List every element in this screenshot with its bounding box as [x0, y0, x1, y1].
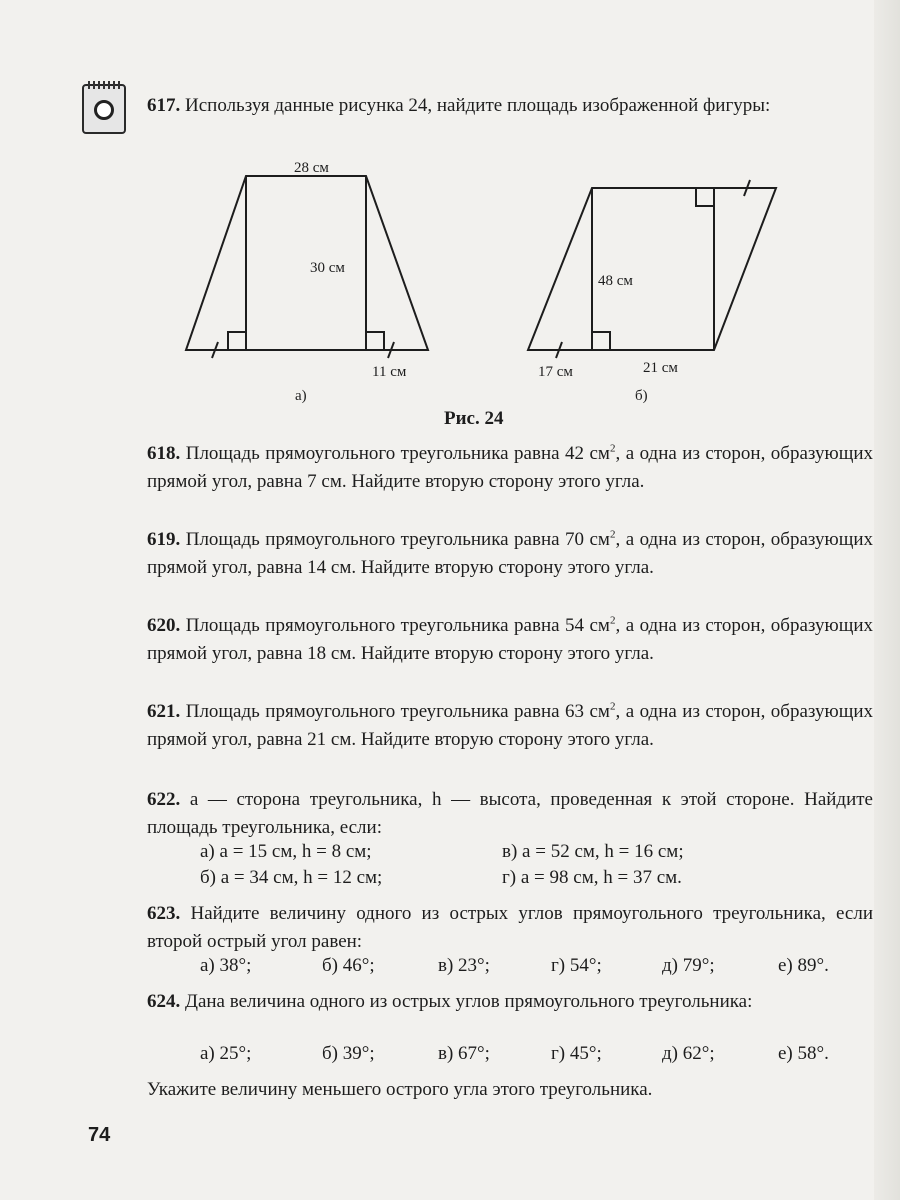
option-624-3: г) 45°;: [551, 1043, 602, 1064]
superscript: 2: [609, 442, 616, 455]
problem-text-cont: , а одна из сторон, образующих прямой угол, равна 7 см. Найдите вторую сторону этого угла.: [147, 443, 873, 492]
problem-number: 621.: [147, 701, 181, 722]
superscript: 2: [609, 614, 616, 627]
problem-623: [147, 900, 873, 956]
fig-b-height-label: 48 см: [598, 273, 633, 289]
problem-text: Найдите величину одного из острых углов прямоугольного треугольника, если второй острый угол равен:: [147, 903, 873, 952]
problem-624: [147, 988, 873, 1016]
option-622-g: г) a = 98 см, h = 37 см.: [502, 867, 682, 888]
notebook-icon: [82, 84, 126, 134]
option-623-3: г) 54°;: [551, 955, 602, 976]
problem-number: 620.: [147, 615, 181, 636]
problem-number: 618.: [147, 443, 181, 464]
fig-a-bottom-label: 11 см: [372, 364, 407, 380]
problem-text: Площадь прямоугольного треугольника равна 63 см: [185, 701, 610, 722]
option-623-2: в) 23°;: [438, 955, 490, 976]
problem-622: [147, 786, 873, 842]
fig-a-top-label: 28 см: [294, 160, 329, 176]
problem-text: Используя данные рисунка 24, найдите площадь изображенной фигуры:: [185, 95, 771, 116]
problem-619: [147, 526, 873, 582]
figure-b-parallelogram: [528, 180, 776, 358]
option-624-5: е) 58°.: [778, 1043, 829, 1064]
figure-24: [180, 150, 870, 435]
problem-number: 617.: [147, 95, 181, 116]
option-624-2: в) 67°;: [438, 1043, 490, 1064]
fig-a-height-label: 30 см: [310, 260, 345, 276]
option-624-4: д) 62°;: [662, 1043, 715, 1064]
option-623-0: а) 38°;: [200, 955, 252, 976]
option-622-b: б) a = 34 см, h = 12 см;: [200, 867, 383, 888]
figure-caption: Рис. 24: [444, 408, 504, 429]
superscript: 2: [609, 528, 616, 541]
option-623-5: е) 89°.: [778, 955, 829, 976]
figure-a-trapezoid: [186, 176, 428, 358]
fig-a-label: а): [295, 388, 307, 404]
problem-number: 622.: [147, 789, 181, 810]
problem-621: [147, 698, 873, 754]
option-624-0: а) 25°;: [200, 1043, 252, 1064]
fig-b-left-label: 17 см: [538, 364, 573, 380]
fig-b-right-label: 21 см: [643, 360, 678, 376]
problem-620: [147, 612, 873, 668]
problem-617: [147, 92, 873, 120]
problem-number: 624.: [147, 991, 181, 1012]
option-622-a: а) a = 15 см, h = 8 см;: [200, 841, 372, 862]
fig-b-label: б): [635, 388, 648, 404]
option-622-v: в) a = 52 см, h = 16 см;: [502, 841, 684, 862]
option-624-1: б) 39°;: [322, 1043, 375, 1064]
problem-number: 623.: [147, 903, 181, 924]
problem-text-cont: , а одна из сторон, образующих прямой угол, равна 18 см. Найдите вторую сторону этого угла.: [147, 615, 873, 664]
problem-text-cont: , а одна из сторон, образующих прямой угол, равна 14 см. Найдите вторую сторону этого угла.: [147, 529, 873, 578]
superscript: 2: [609, 700, 616, 713]
closing-question-624: Укажите величину меньшего острого угла этого треугольника.: [147, 1079, 653, 1100]
page-number: 74: [88, 1124, 111, 1146]
problem-text: Площадь прямоугольного треугольника равна 54 см: [185, 615, 610, 636]
page-edge: [874, 0, 900, 1200]
problem-text: Площадь прямоугольного треугольника равна 70 см: [185, 529, 610, 550]
problem-number: 619.: [147, 529, 181, 550]
problem-text: Дана величина одного из острых углов прямоугольного треугольника:: [185, 991, 753, 1012]
problem-text-cont: , а одна из сторон, образующих прямой угол, равна 21 см. Найдите вторую сторону этого угла.: [147, 701, 873, 750]
problem-text: Площадь прямоугольного треугольника равна 42 см: [185, 443, 610, 464]
problem-text: a — сторона треугольника, h — высота, проведенная к этой стороне. Найдите площадь треугольника, если:: [147, 789, 873, 838]
option-623-4: д) 79°;: [662, 955, 715, 976]
problem-618: [147, 440, 873, 496]
option-623-1: б) 46°;: [322, 955, 375, 976]
